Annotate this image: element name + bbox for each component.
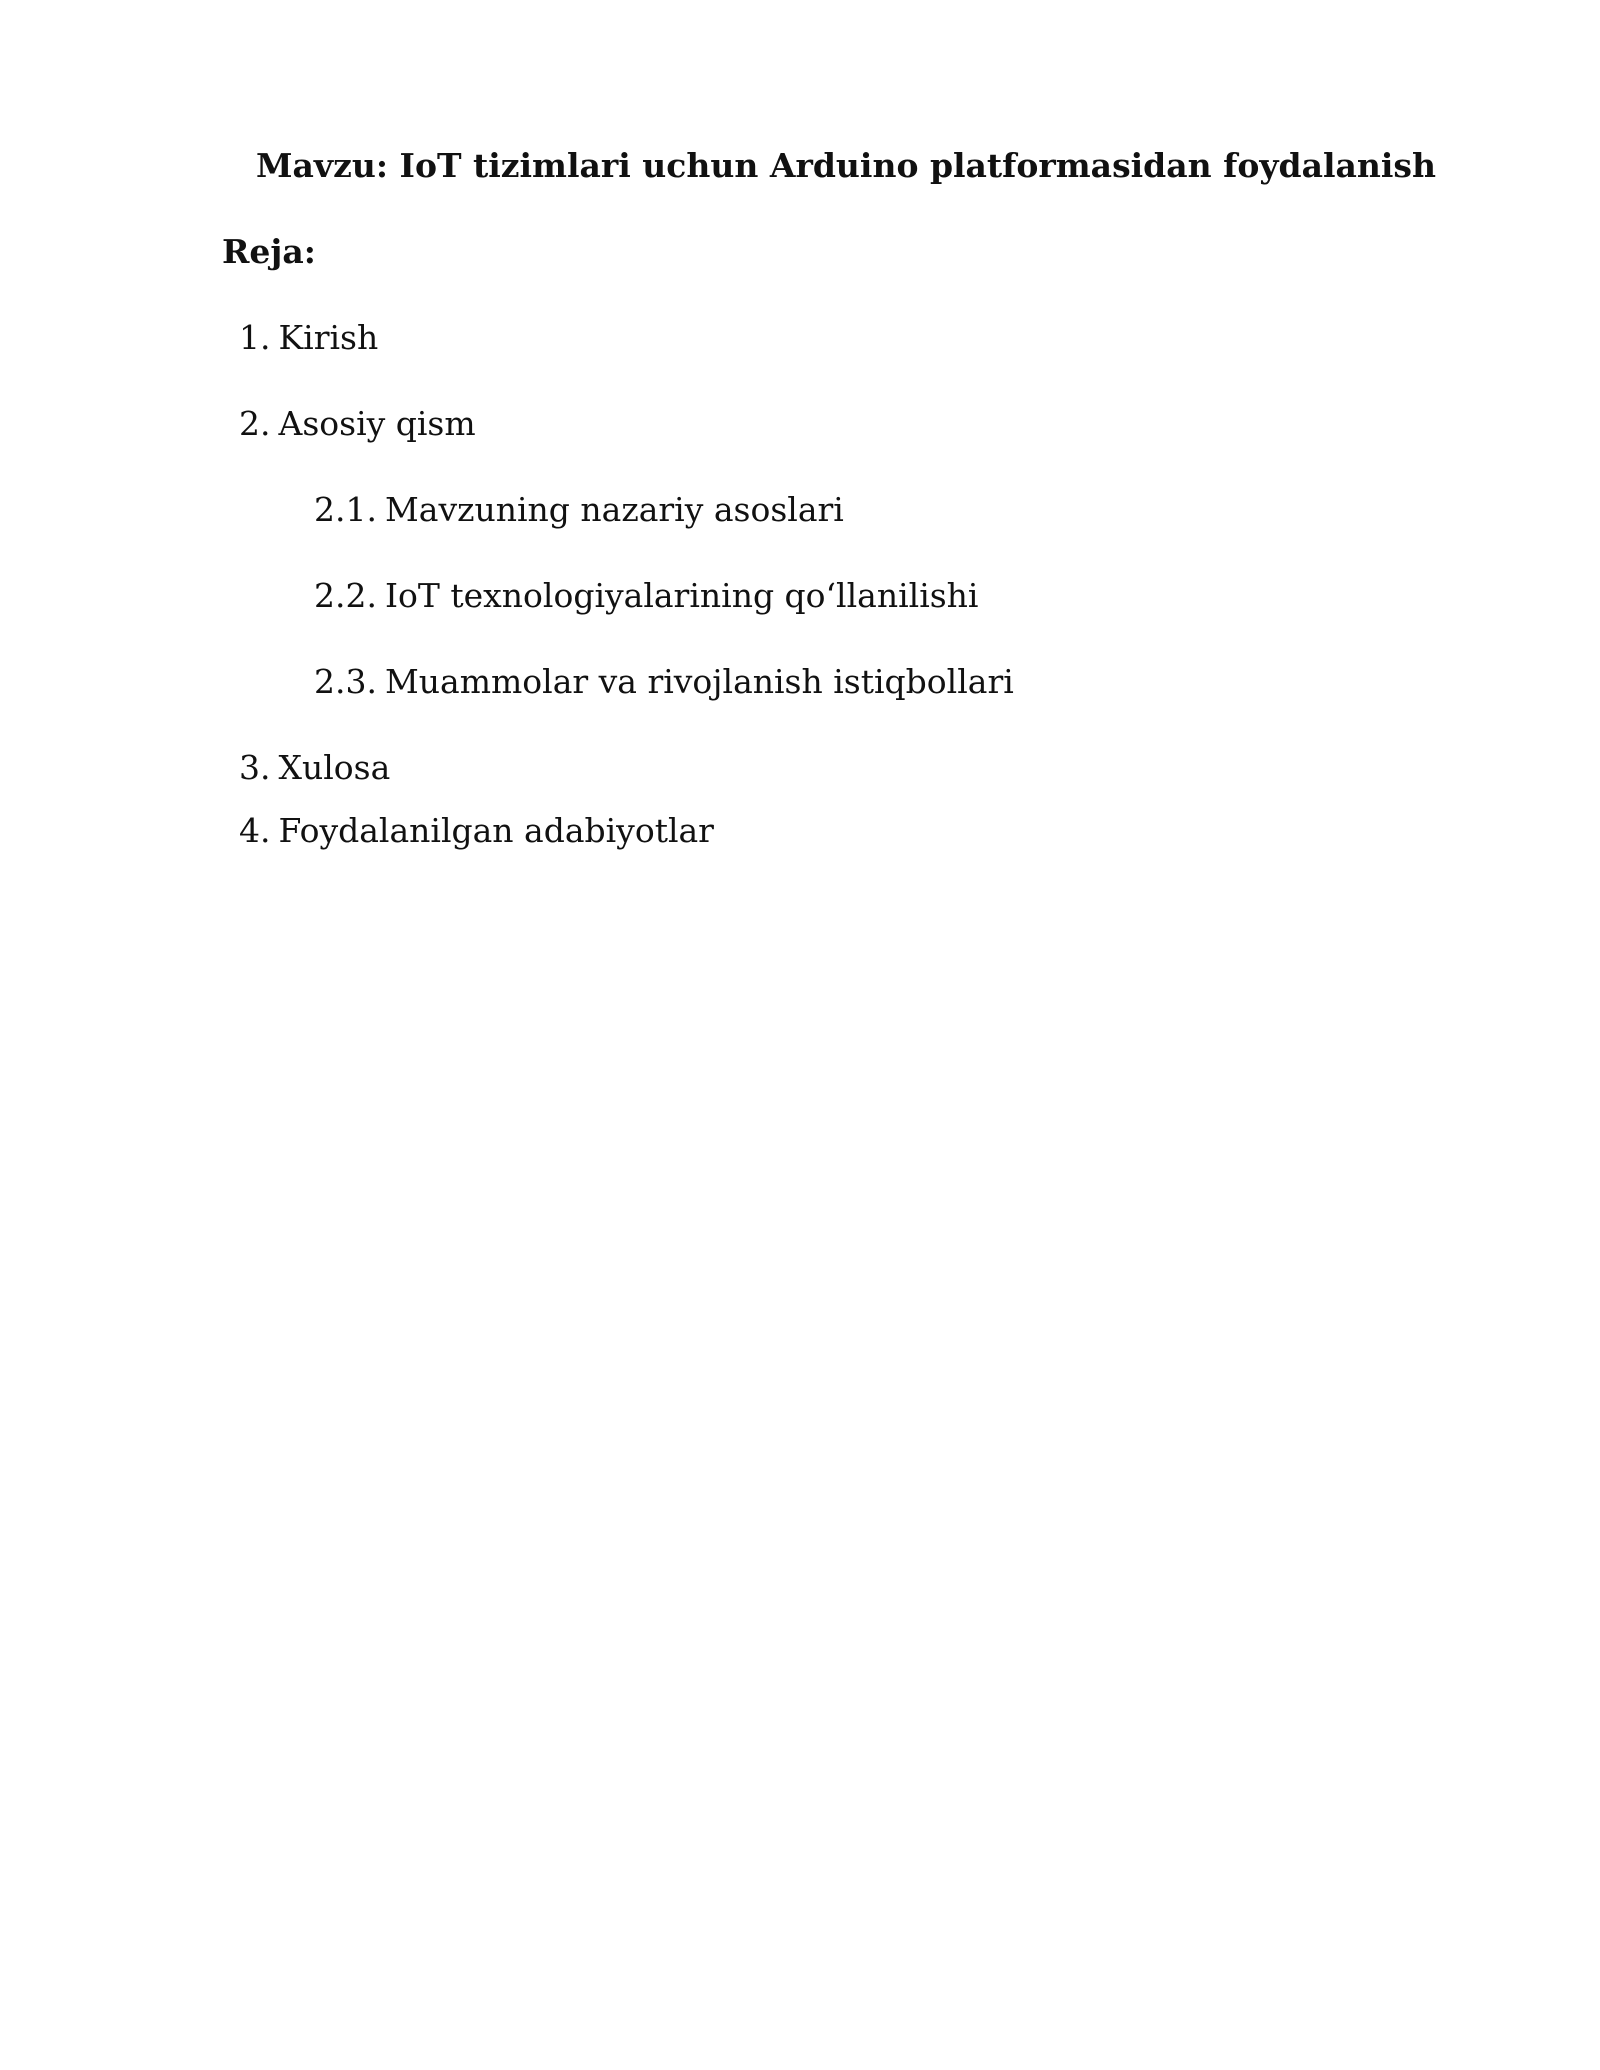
plan-item-xulosa [239,744,390,792]
plan-item-asosiy-qism [239,400,476,448]
plan-item-number: 2. [239,404,271,443]
plan-item-number: 4. [239,811,271,850]
plan-item-number: 2.3. [314,662,377,701]
plan-item-label: Asosiy qism [278,404,476,443]
plan-item-label: IoT texnologiyalarining qo‘llanilishi [384,576,979,615]
plan-item-adabiyotlar [239,807,714,855]
plan-heading: Reja: [222,232,316,271]
plan-item-label: Xulosa [278,748,391,787]
plan-item-number: 1. [239,318,271,357]
plan-item-number: 2.1. [314,490,377,529]
plan-subitem-iot-qollanilishi [314,572,979,620]
plan-item-number: 3. [239,748,271,787]
plan-subitem-muammolar [314,658,1014,706]
plan-item-number: 2.2. [314,576,377,615]
plan-item-kirish [239,314,378,362]
plan-item-label: Foydalanilgan adabiyotlar [278,811,714,850]
document-title: Mavzu: IoT tizimlari uchun Arduino platformasidan foydalanish [256,146,1436,185]
plan-item-label: Kirish [278,318,379,357]
plan-subitem-nazariy-asoslar [314,486,844,534]
plan-item-label: Muammolar va rivojlanish istiqbollari [384,662,1014,701]
plan-item-label: Mavzuning nazariy asoslari [384,490,844,529]
